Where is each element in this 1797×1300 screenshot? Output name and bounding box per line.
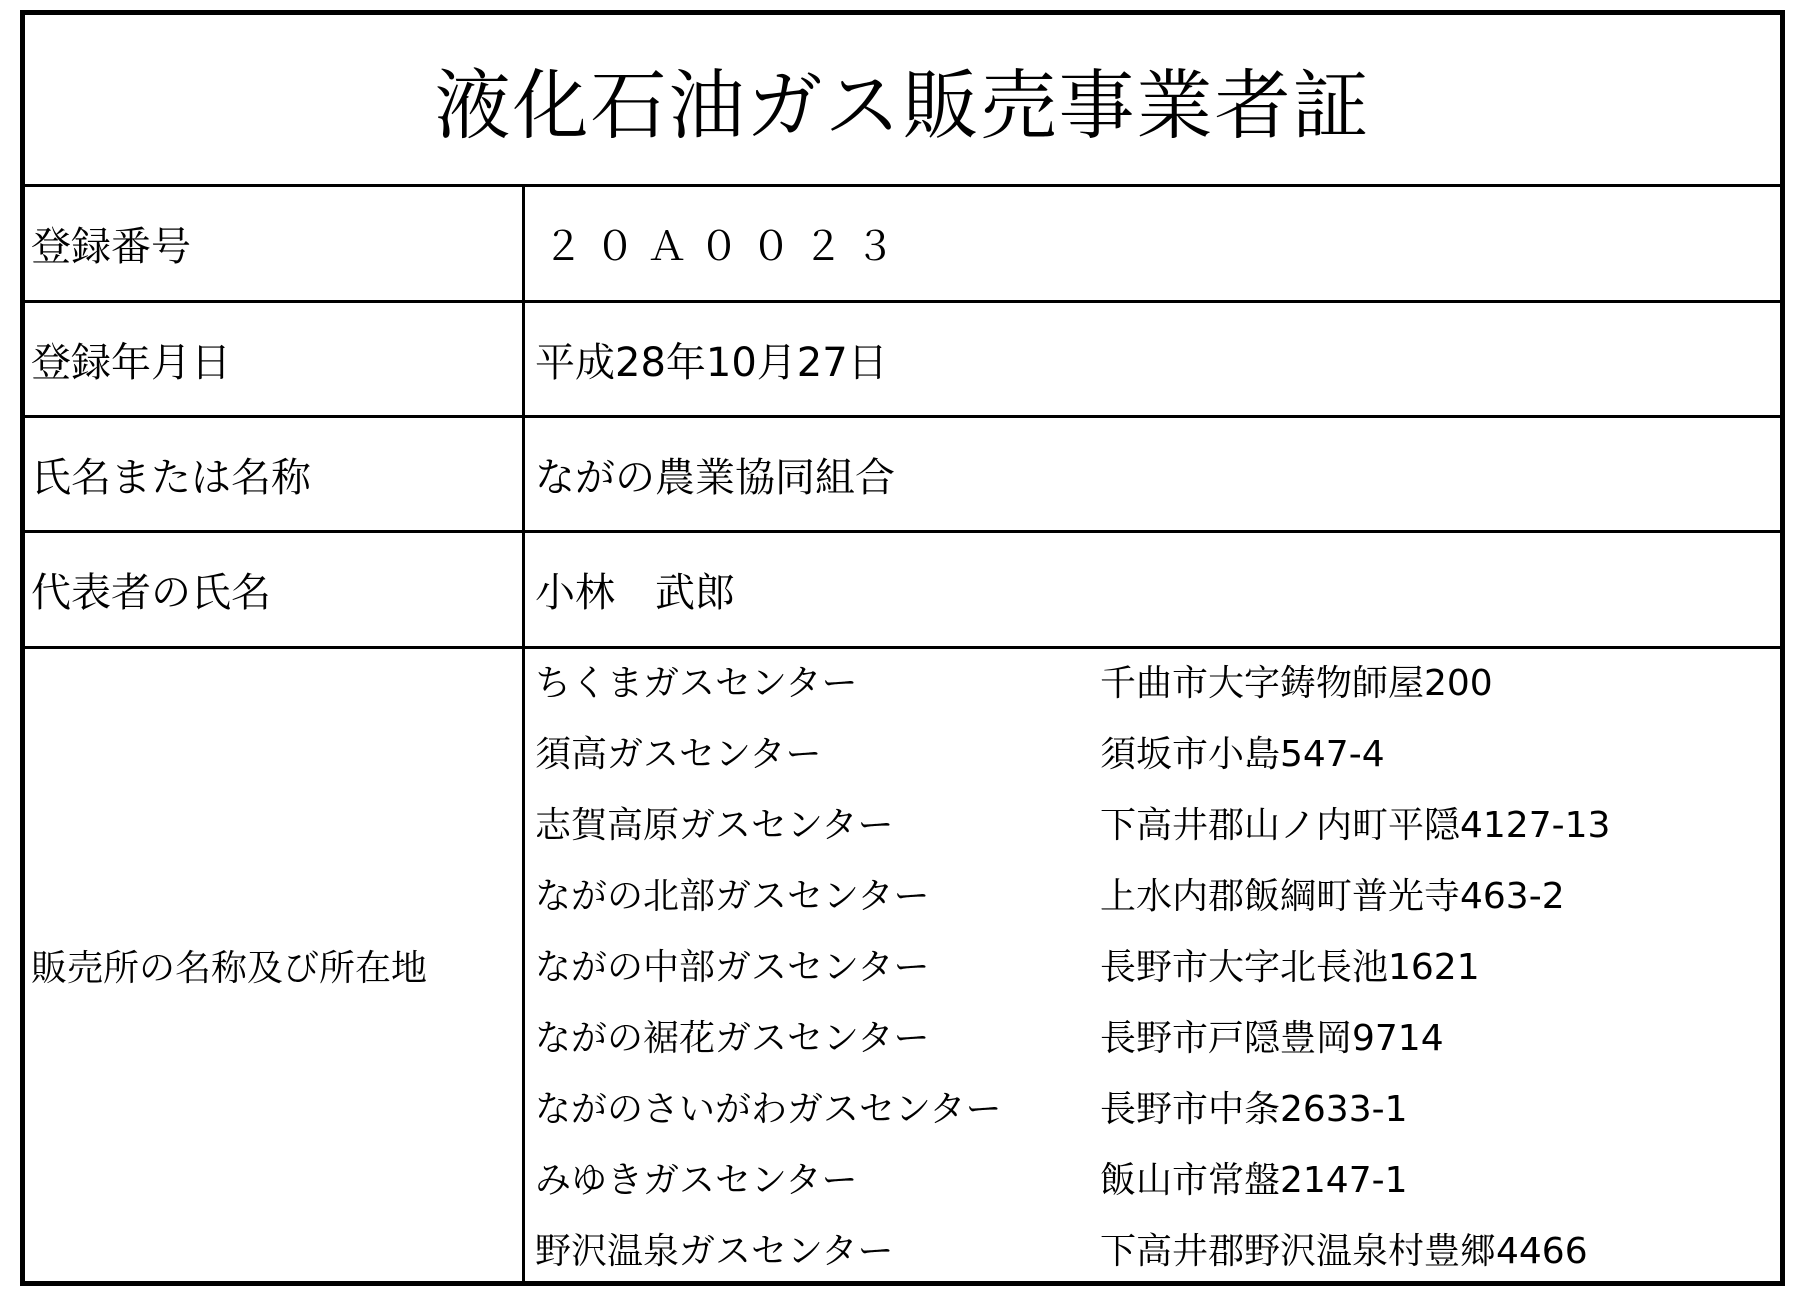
office-address: 須坂市小島547-4: [1100, 734, 1385, 775]
office-name: みゆきガスセンター: [535, 1160, 858, 1201]
list-item: [535, 1146, 1780, 1216]
office-address: 下高井郡山ノ内町平隠4127-13: [1100, 805, 1611, 846]
representative-value: 小林 武郎: [535, 570, 735, 616]
list-item: [535, 720, 1780, 790]
office-address: 上水内郡飯綱町普光寺463-2: [1100, 876, 1565, 917]
office-name: 須高ガスセンター: [535, 734, 822, 775]
registration-date-value: 平成28年10月27日: [535, 339, 888, 386]
registration-number-value: ２０Ａ００２３: [543, 224, 907, 270]
representative-label: 代表者の氏名: [31, 570, 271, 616]
row-name: [25, 418, 1780, 533]
office-address: 飯山市常盤2147-1: [1100, 1160, 1408, 1201]
office-name: ちくまガスセンター: [535, 663, 858, 704]
row-registration-date: [25, 303, 1780, 418]
label-cell: [25, 303, 525, 415]
row-representative: [25, 533, 1780, 649]
row-offices: [25, 649, 1780, 1281]
label-cell: [25, 418, 525, 530]
name-label: 氏名または名称: [31, 454, 311, 501]
document-title: 液化石油ガス販売事業者証: [434, 61, 1371, 150]
list-item: [535, 791, 1780, 861]
list-item: [535, 1075, 1780, 1145]
office-name: 野沢温泉ガスセンター: [535, 1231, 894, 1272]
value-cell: [525, 187, 1780, 300]
list-item: [535, 933, 1780, 1003]
office-address: 長野市大字北長池1621: [1100, 947, 1480, 988]
name-value: ながの農業協同組合: [535, 454, 895, 501]
office-name: ながのさいがわガスセンター: [535, 1089, 1002, 1130]
registration-number-label: 登録番号: [31, 224, 191, 270]
label-cell: [25, 533, 525, 646]
value-cell: [525, 533, 1780, 646]
title-row: [25, 15, 1780, 187]
office-name: ながの中部ガスセンター: [535, 947, 930, 988]
offices-label: 販売所の名称及び所在地: [31, 947, 428, 989]
list-item: [535, 1004, 1780, 1074]
office-name: 志賀高原ガスセンター: [535, 805, 894, 846]
value-cell: [525, 418, 1780, 530]
office-address: 長野市戸隠豊岡9714: [1100, 1018, 1444, 1059]
list-item: [535, 649, 1780, 719]
office-address: 長野市中条2633-1: [1100, 1089, 1408, 1130]
office-name: ながの裾花ガスセンター: [535, 1018, 930, 1059]
office-list: [535, 649, 1780, 1281]
list-item: [535, 862, 1780, 932]
value-cell: [525, 303, 1780, 415]
certificate-table: [20, 10, 1785, 1286]
list-item: [535, 1217, 1780, 1287]
label-cell: [25, 649, 525, 1281]
office-address: 千曲市大字鋳物師屋200: [1100, 663, 1493, 704]
row-registration-number: [25, 187, 1780, 303]
office-name: ながの北部ガスセンター: [535, 876, 930, 917]
office-address: 下高井郡野沢温泉村豊郷4466: [1100, 1231, 1588, 1272]
label-cell: [25, 187, 525, 300]
registration-date-label: 登録年月日: [31, 339, 231, 386]
